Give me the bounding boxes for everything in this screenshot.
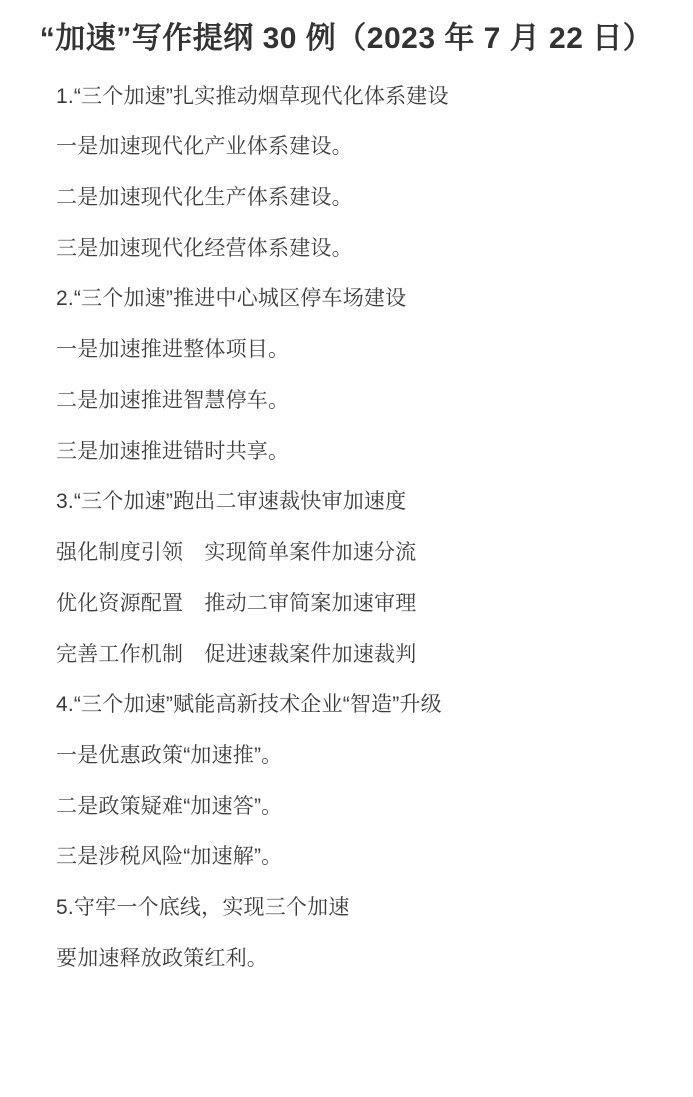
- outline-item: 三是加速推进错时共享。: [56, 439, 290, 463]
- outline-heading: 4.“三个加速”赋能高新技术企业“智造”升级: [56, 693, 442, 717]
- outline-item: 一是加速现代化产业体系建设。: [56, 135, 353, 159]
- page-title: “加速”写作提纲 30 例（2023 年 7 月 22 日）: [39, 22, 654, 55]
- outline-heading: 1.“三个加速”扎实推动烟草现代化体系建设: [56, 84, 449, 108]
- document-body: [14, 83, 679, 973]
- outline-heading: 3.“三个加速”跑出二审速裁快审加速度: [56, 490, 407, 514]
- outline-item: 要加速释放政策红利。: [56, 946, 268, 970]
- outline-item: 完善工作机制 促进速裁案件加速裁判: [56, 642, 417, 666]
- outline-item: 强化制度引领 实现简单案件加速分流: [56, 541, 417, 565]
- outline-item: 一是加速推进整体项目。: [56, 338, 290, 362]
- outline-item: 优化资源配置 推动二审简案加速审理: [56, 591, 417, 615]
- outline-heading: 5.守牢一个底线，实现三个加速: [56, 896, 350, 920]
- outline-item: 三是加速现代化经营体系建设。: [56, 236, 353, 260]
- outline-item: 二是政策疑难“加速答”。: [56, 794, 283, 818]
- outline-item: 一是优惠政策“加速推”。: [56, 743, 283, 767]
- outline-item: 二是加速推进智慧停车。: [56, 388, 290, 412]
- outline-item: 三是涉税风险“加速解”。: [56, 845, 283, 869]
- outline-heading: 2.“三个加速”推进中心城区停车场建设: [56, 287, 407, 311]
- outline-item: 二是加速现代化生产体系建设。: [56, 186, 353, 210]
